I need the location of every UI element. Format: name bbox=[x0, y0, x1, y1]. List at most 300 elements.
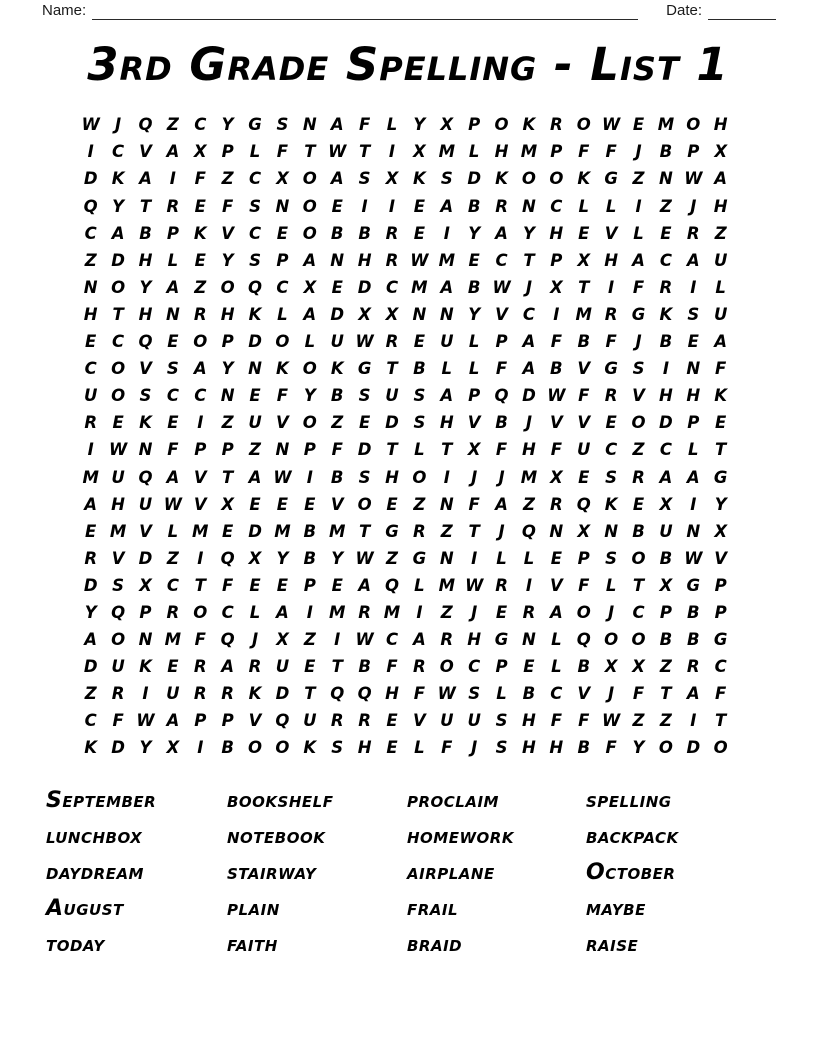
grid-letter: E bbox=[386, 494, 398, 514]
grid-letter: E bbox=[331, 196, 343, 216]
grid-letter: W bbox=[136, 711, 155, 731]
grid-letter: A bbox=[358, 575, 371, 595]
grid-letter: F bbox=[468, 494, 480, 514]
grid-letter: E bbox=[632, 494, 645, 514]
grid-letter: E bbox=[358, 413, 371, 433]
grid-letter: W bbox=[273, 467, 292, 487]
grid-letter: R bbox=[440, 630, 454, 650]
grid-letter: L bbox=[414, 440, 425, 460]
grid-letter: Y bbox=[468, 223, 481, 243]
grid-letter: I bbox=[306, 467, 313, 487]
grid-letter: N bbox=[302, 115, 317, 135]
word-list-item: backpack bbox=[586, 824, 679, 850]
grid-letter: M bbox=[438, 142, 455, 162]
grid-letter: Q bbox=[220, 630, 235, 650]
grid-letter: E bbox=[167, 657, 179, 677]
grid-letter: X bbox=[714, 521, 728, 541]
grid-letter: B bbox=[522, 684, 536, 704]
word-list-item: braid bbox=[407, 931, 463, 957]
grid-letter: I bbox=[197, 413, 204, 433]
grid-letter: S bbox=[358, 467, 371, 487]
grid-letter: O bbox=[302, 196, 317, 216]
grid-letter: U bbox=[303, 711, 317, 731]
grid-letter: E bbox=[194, 250, 206, 270]
grid-letter: J bbox=[690, 196, 697, 216]
grid-letter: O bbox=[412, 467, 427, 487]
grid-letter: I bbox=[525, 575, 533, 595]
grid-letter: S bbox=[112, 575, 125, 595]
grid-letter: K bbox=[577, 169, 591, 189]
grid-letter: L bbox=[167, 250, 179, 270]
grid-letter: R bbox=[358, 711, 371, 731]
grid-letter: F bbox=[386, 657, 398, 677]
grid-letter: U bbox=[440, 711, 454, 731]
grid-letter: M bbox=[438, 575, 455, 595]
grid-letter: E bbox=[85, 332, 97, 352]
grid-letter: V bbox=[412, 711, 426, 731]
grid-letter: Z bbox=[331, 413, 344, 433]
grid-letter: O bbox=[111, 630, 126, 650]
grid-letter: J bbox=[498, 467, 505, 487]
grid-letter: R bbox=[358, 602, 371, 622]
grid-letter: L bbox=[688, 440, 699, 460]
grid-letter: P bbox=[468, 115, 481, 135]
date-field[interactable] bbox=[708, 3, 776, 20]
grid-letter: D bbox=[248, 521, 262, 541]
grid-letter: H bbox=[549, 738, 564, 758]
grid-letter: U bbox=[275, 657, 290, 677]
grid-letter: V bbox=[577, 413, 591, 433]
grid-letter: H bbox=[357, 250, 372, 270]
grid-letter: L bbox=[578, 196, 589, 216]
grid-letter: F bbox=[194, 630, 206, 650]
grid-letter: N bbox=[275, 440, 290, 460]
grid-letter: Y bbox=[139, 738, 152, 758]
grid-letter: V bbox=[221, 223, 235, 243]
grid-letter: I bbox=[471, 548, 478, 568]
grid-letter: P bbox=[687, 413, 700, 433]
name-field[interactable] bbox=[92, 3, 638, 20]
grid-letter: I bbox=[87, 142, 94, 162]
grid-letter: Y bbox=[221, 359, 234, 379]
grid-letter: E bbox=[468, 250, 480, 270]
grid-letter: Z bbox=[221, 413, 234, 433]
grid-letter: W bbox=[684, 548, 703, 568]
grid-letter: L bbox=[551, 630, 562, 650]
grid-letter: R bbox=[659, 277, 673, 297]
grid-letter: X bbox=[714, 142, 728, 162]
grid-letter: F bbox=[578, 575, 590, 595]
grid-letter: S bbox=[687, 304, 700, 324]
grid-letter: A bbox=[166, 277, 180, 297]
grid-letter: I bbox=[361, 196, 368, 216]
grid-letter: A bbox=[714, 169, 728, 189]
grid-letter: D bbox=[385, 413, 399, 433]
word-list-item: homework bbox=[407, 824, 514, 850]
grid-letter: A bbox=[686, 250, 700, 270]
grid-letter: D bbox=[83, 657, 98, 677]
grid-letter: B bbox=[687, 630, 700, 650]
grid-letter: K bbox=[248, 684, 262, 704]
grid-letter: U bbox=[111, 657, 125, 677]
grid-letter: I bbox=[388, 142, 396, 162]
grid-letter: R bbox=[413, 657, 426, 677]
grid-letter: T bbox=[715, 440, 727, 460]
grid-letter: S bbox=[358, 386, 371, 406]
grid-letter: R bbox=[166, 196, 180, 216]
grid-letter: L bbox=[304, 332, 316, 352]
grid-letter: Q bbox=[330, 684, 345, 704]
grid-letter: G bbox=[412, 548, 427, 568]
grid-letter: G bbox=[604, 359, 618, 379]
grid-letter: W bbox=[547, 386, 566, 406]
grid-letter: T bbox=[715, 711, 727, 731]
grid-letter: L bbox=[249, 602, 261, 622]
grid-letter: Y bbox=[221, 250, 234, 270]
grid-letter: X bbox=[221, 494, 235, 514]
grid-letter: P bbox=[577, 548, 590, 568]
grid-letter: U bbox=[111, 467, 125, 487]
grid-letter: R bbox=[193, 304, 207, 324]
grid-letter: A bbox=[686, 467, 700, 487]
grid-letter: O bbox=[111, 359, 126, 379]
grid-letter: A bbox=[686, 684, 700, 704]
grid-letter: I bbox=[197, 738, 204, 758]
grid-letter: O bbox=[631, 630, 646, 650]
grid-letter: E bbox=[249, 575, 261, 595]
grid-letter: Z bbox=[413, 494, 426, 514]
grid-letter: R bbox=[632, 467, 645, 487]
grid-letter: M bbox=[274, 521, 291, 541]
grid-letter: B bbox=[330, 467, 344, 487]
grid-letter: G bbox=[357, 359, 372, 379]
grid-letter: E bbox=[167, 332, 179, 352]
grid-letter: X bbox=[659, 575, 673, 595]
grid-letter: B bbox=[632, 521, 645, 541]
grid-letter: C bbox=[84, 223, 97, 243]
grid-letter: W bbox=[437, 684, 456, 704]
grid-letter: S bbox=[139, 386, 152, 406]
grid-letter: X bbox=[549, 277, 563, 297]
grid-letter: Q bbox=[494, 386, 509, 406]
grid-letter: P bbox=[139, 602, 152, 622]
grid-letter: O bbox=[604, 630, 619, 650]
grid-letter: F bbox=[495, 359, 508, 379]
grid-letter: F bbox=[578, 711, 590, 731]
grid-letter: F bbox=[413, 684, 426, 704]
grid-letter: F bbox=[358, 115, 371, 135]
grid-letter: F bbox=[715, 684, 727, 704]
grid-letter: C bbox=[385, 277, 399, 297]
grid-letter: E bbox=[413, 223, 426, 243]
grid-letter: B bbox=[467, 277, 481, 297]
grid-letter: M bbox=[383, 602, 401, 622]
grid-letter: K bbox=[139, 413, 152, 433]
grid-letter: E bbox=[715, 413, 727, 433]
grid-letter: A bbox=[84, 494, 98, 514]
grid-letter: E bbox=[249, 494, 261, 514]
grid-letter: A bbox=[193, 359, 207, 379]
grid-letter: E bbox=[578, 467, 590, 487]
grid-letter: C bbox=[550, 684, 563, 704]
word-list-item: spelling bbox=[586, 788, 672, 814]
grid-letter: P bbox=[303, 440, 316, 460]
grid-letter: A bbox=[714, 332, 728, 352]
grid-letter: W bbox=[355, 332, 374, 352]
grid-letter: H bbox=[494, 142, 509, 162]
grid-letter: S bbox=[440, 169, 453, 189]
grid-letter: S bbox=[413, 386, 426, 406]
grid-letter: T bbox=[304, 142, 316, 162]
grid-letter: C bbox=[221, 602, 234, 622]
grid-letter: K bbox=[276, 359, 289, 379]
grid-letter: O bbox=[357, 494, 372, 514]
grid-letter: C bbox=[276, 277, 289, 297]
grid-letter: G bbox=[713, 467, 728, 487]
grid-letter: T bbox=[222, 467, 234, 487]
grid-letter: E bbox=[304, 494, 316, 514]
grid-letter: P bbox=[714, 602, 727, 622]
grid-letter: K bbox=[522, 115, 536, 135]
grid-letter: L bbox=[496, 684, 507, 704]
grid-letter: R bbox=[413, 521, 426, 541]
word-list-item: maybe bbox=[586, 895, 646, 921]
grid-letter: O bbox=[521, 169, 536, 189]
grid-letter: X bbox=[604, 657, 618, 677]
grid-letter: A bbox=[139, 169, 152, 189]
grid-letter: V bbox=[549, 575, 563, 595]
grid-letter: B bbox=[659, 548, 673, 568]
grid-letter: W bbox=[410, 250, 429, 270]
grid-letter: Y bbox=[112, 196, 125, 216]
grid-letter: K bbox=[659, 304, 673, 324]
grid-letter: B bbox=[139, 223, 152, 243]
grid-letter: W bbox=[355, 630, 374, 650]
grid-letter: L bbox=[468, 332, 480, 352]
grid-letter: W bbox=[465, 575, 484, 595]
grid-letter: R bbox=[549, 494, 563, 514]
word-list-item: stairway bbox=[227, 859, 317, 885]
grid-letter: Y bbox=[632, 738, 645, 758]
grid-letter: R bbox=[604, 304, 618, 324]
grid-letter: F bbox=[550, 332, 562, 352]
grid-letter: X bbox=[413, 142, 426, 162]
grid-letter: Z bbox=[632, 711, 645, 731]
grid-letter: S bbox=[605, 467, 618, 487]
wordsearch-grid bbox=[77, 112, 734, 762]
grid-letter: I bbox=[87, 440, 94, 460]
grid-letter: I bbox=[388, 196, 396, 216]
grid-letter: O bbox=[193, 602, 208, 622]
grid-letter: H bbox=[467, 630, 482, 650]
grid-letter: S bbox=[249, 250, 261, 270]
grid-letter: M bbox=[329, 602, 346, 622]
grid-letter: H bbox=[138, 250, 153, 270]
grid-letter: D bbox=[275, 684, 290, 704]
grid-letter: F bbox=[632, 684, 645, 704]
grid-letter: F bbox=[715, 359, 727, 379]
grid-letter: D bbox=[111, 738, 125, 758]
grid-letter: H bbox=[111, 494, 125, 514]
grid-letter: X bbox=[276, 630, 289, 650]
grid-letter: X bbox=[248, 548, 262, 568]
grid-letter: J bbox=[525, 413, 533, 433]
grid-letter: P bbox=[468, 386, 481, 406]
grid-letter: D bbox=[357, 440, 372, 460]
grid-letter: A bbox=[111, 223, 125, 243]
header bbox=[42, 2, 776, 20]
grid-letter: A bbox=[330, 169, 344, 189]
grid-letter: M bbox=[657, 115, 675, 135]
grid-letter: V bbox=[604, 223, 618, 243]
grid-letter: H bbox=[522, 738, 536, 758]
grid-letter: S bbox=[468, 684, 481, 704]
grid-letter: M bbox=[82, 467, 99, 487]
grid-letter: R bbox=[193, 657, 207, 677]
grid-letter: T bbox=[578, 277, 590, 297]
grid-letter: D bbox=[659, 413, 673, 433]
grid-letter: N bbox=[330, 250, 345, 270]
grid-letter: B bbox=[495, 413, 508, 433]
grid-letter: N bbox=[658, 169, 673, 189]
grid-letter: R bbox=[248, 657, 262, 677]
grid-letter: R bbox=[495, 575, 508, 595]
grid-letter: Z bbox=[249, 440, 262, 460]
grid-letter: X bbox=[139, 575, 152, 595]
grid-letter: S bbox=[166, 359, 179, 379]
grid-letter: L bbox=[523, 548, 535, 568]
grid-letter: L bbox=[167, 521, 179, 541]
grid-letter: Y bbox=[714, 494, 727, 514]
grid-letter: T bbox=[660, 684, 672, 704]
grid-letter: X bbox=[358, 304, 371, 324]
word-list-item: airplane bbox=[407, 859, 495, 885]
word-list-item: raise bbox=[586, 931, 639, 957]
grid-letter: E bbox=[632, 115, 645, 135]
grid-letter: X bbox=[467, 440, 481, 460]
grid-letter: P bbox=[221, 711, 234, 731]
grid-letter: I bbox=[608, 277, 615, 297]
grid-letter: Q bbox=[357, 684, 372, 704]
grid-letter: K bbox=[193, 223, 207, 243]
word-list-item: plain bbox=[227, 895, 280, 921]
grid-letter: J bbox=[635, 332, 642, 352]
grid-letter: Q bbox=[576, 494, 591, 514]
grid-letter: S bbox=[276, 115, 289, 135]
grid-letter: G bbox=[604, 169, 618, 189]
grid-letter: O bbox=[494, 115, 509, 135]
grid-letter: E bbox=[605, 413, 617, 433]
grid-letter: N bbox=[220, 386, 235, 406]
grid-letter: R bbox=[84, 548, 98, 568]
grid-letter: O bbox=[302, 359, 317, 379]
grid-letter: M bbox=[329, 521, 346, 541]
grid-letter: U bbox=[248, 413, 262, 433]
grid-letter: R bbox=[686, 223, 700, 243]
grid-letter: T bbox=[194, 575, 206, 595]
word-list-item: lunchbox bbox=[46, 824, 143, 850]
grid-letter: H bbox=[658, 386, 673, 406]
grid-letter: K bbox=[248, 304, 262, 324]
grid-letter: E bbox=[523, 657, 535, 677]
grid-letter: F bbox=[112, 711, 124, 731]
grid-letter: V bbox=[577, 684, 591, 704]
grid-letter: C bbox=[166, 575, 179, 595]
grid-letter: E bbox=[276, 223, 289, 243]
grid-letter: C bbox=[112, 332, 125, 352]
grid-letter: Z bbox=[440, 602, 453, 622]
grid-letter: Q bbox=[275, 711, 290, 731]
grid-letter: G bbox=[248, 115, 262, 135]
grid-letter: R bbox=[495, 196, 508, 216]
grid-letter: B bbox=[659, 142, 673, 162]
grid-letter: P bbox=[194, 440, 207, 460]
grid-letter: Z bbox=[194, 277, 207, 297]
grid-letter: S bbox=[495, 711, 508, 731]
word-list-item: August bbox=[46, 895, 124, 921]
grid-letter: Z bbox=[84, 250, 97, 270]
grid-letter: N bbox=[686, 359, 701, 379]
grid-letter: C bbox=[248, 169, 262, 189]
grid-letter: O bbox=[302, 223, 317, 243]
grid-letter: I bbox=[142, 684, 149, 704]
word-list-item: proclaim bbox=[407, 788, 499, 814]
grid-letter: B bbox=[221, 738, 234, 758]
grid-letter: I bbox=[635, 196, 642, 216]
grid-letter: T bbox=[331, 657, 343, 677]
grid-letter: O bbox=[576, 602, 591, 622]
grid-letter: Z bbox=[632, 440, 645, 460]
grid-letter: F bbox=[495, 440, 508, 460]
grid-letter: E bbox=[413, 332, 426, 352]
grid-letter: A bbox=[549, 602, 563, 622]
grid-letter: V bbox=[549, 413, 563, 433]
grid-letter: I bbox=[690, 494, 697, 514]
grid-letter: Z bbox=[386, 548, 398, 568]
grid-letter: H bbox=[220, 304, 235, 324]
grid-letter: P bbox=[303, 575, 316, 595]
grid-letter: V bbox=[714, 548, 728, 568]
grid-letter: Q bbox=[138, 467, 153, 487]
grid-letter: D bbox=[330, 304, 345, 324]
grid-letter: S bbox=[249, 196, 261, 216]
grid-letter: E bbox=[413, 196, 426, 216]
grid-letter: N bbox=[439, 304, 454, 324]
grid-letter: Q bbox=[521, 521, 536, 541]
grid-letter: M bbox=[164, 630, 182, 650]
grid-letter: X bbox=[577, 521, 591, 541]
grid-letter: J bbox=[471, 602, 478, 622]
grid-letter: C bbox=[194, 386, 207, 406]
grid-letter: W bbox=[684, 169, 703, 189]
grid-letter: J bbox=[115, 115, 122, 135]
grid-letter: C bbox=[166, 386, 179, 406]
grid-letter: E bbox=[112, 413, 124, 433]
grid-letter: Q bbox=[111, 602, 126, 622]
grid-letter: C bbox=[605, 440, 618, 460]
grid-letter: B bbox=[577, 738, 591, 758]
grid-letter: T bbox=[304, 684, 316, 704]
grid-letter: E bbox=[660, 223, 672, 243]
grid-letter: V bbox=[632, 386, 645, 406]
grid-letter: K bbox=[714, 386, 728, 406]
grid-letter: G bbox=[385, 521, 399, 541]
grid-letter: A bbox=[440, 277, 454, 297]
grid-letter: L bbox=[386, 115, 398, 135]
grid-letter: A bbox=[166, 711, 180, 731]
grid-letter: N bbox=[138, 440, 153, 460]
grid-letter: Y bbox=[413, 115, 426, 135]
